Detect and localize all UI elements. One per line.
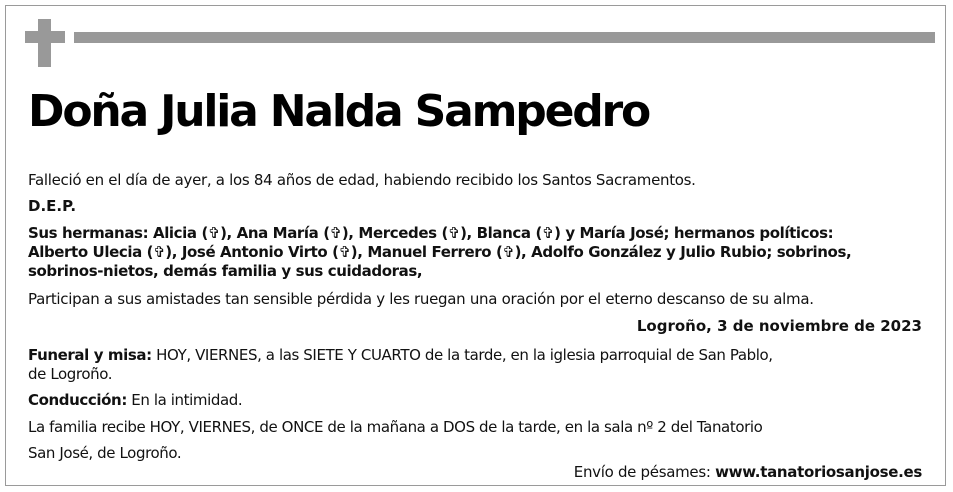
condolences-link[interactable]: www.tanatoriosanjose.es (715, 463, 922, 481)
conduccion-info (28, 391, 242, 409)
family-line: sobrinos-nietos, demás familia y sus cuidadoras, (28, 262, 423, 280)
funeral-label: Funeral y misa: (28, 346, 152, 364)
closing-text: Participan a sus amistades tan sensible pérdida y les ruegan una oración por el eterno descanso de su alma. (28, 290, 814, 308)
conduccion-text: En la intimidad. (126, 391, 243, 409)
funeral-text: HOY, VIERNES, a las SIETE Y CUARTO de la tarde, en la iglesia parroquial de San Pablo, (151, 346, 773, 364)
header-rule (74, 32, 935, 43)
dep-text: D.E.P. (28, 197, 77, 215)
intro-text: Falleció en el día de ayer, a los 84 años de edad, habiendo recibido los Santos Sacramentos. (28, 171, 696, 189)
funeral-info (28, 346, 773, 384)
family-line: Alberto Ulecia (✞), José Antonio Virto (✞), Manuel Ferrero (✞), Adolfo González y Julio Rubio; sobrinos, (28, 243, 852, 261)
family-line: Sus hermanas: Alicia (✞), Ana María (✞), Mercedes (✞), Blanca (✞) y María José; hermanos políticos: (28, 224, 834, 242)
cross-horizontal-bar (25, 31, 65, 43)
condolences-footer (574, 463, 922, 481)
place-date: Logroño, 3 de noviembre de 2023 (636, 317, 922, 335)
visit-line: San José, de Logroño. (28, 444, 182, 462)
visit-line: La familia recibe HOY, VIERNES, de ONCE de la mañana a DOS de la tarde, en la sala nº 2 del Tanatorio (28, 418, 763, 436)
conduccion-label: Conducción: (28, 391, 127, 409)
cross-vertical-bar (38, 19, 51, 67)
deceased-name: Doña Julia Nalda Sampedro (28, 86, 650, 137)
family-list (28, 224, 851, 281)
funeral-text-continued: de Logroño. (28, 365, 113, 383)
condolences-label: Envío de pésames: (573, 463, 711, 481)
latin-cross-icon (25, 19, 65, 67)
